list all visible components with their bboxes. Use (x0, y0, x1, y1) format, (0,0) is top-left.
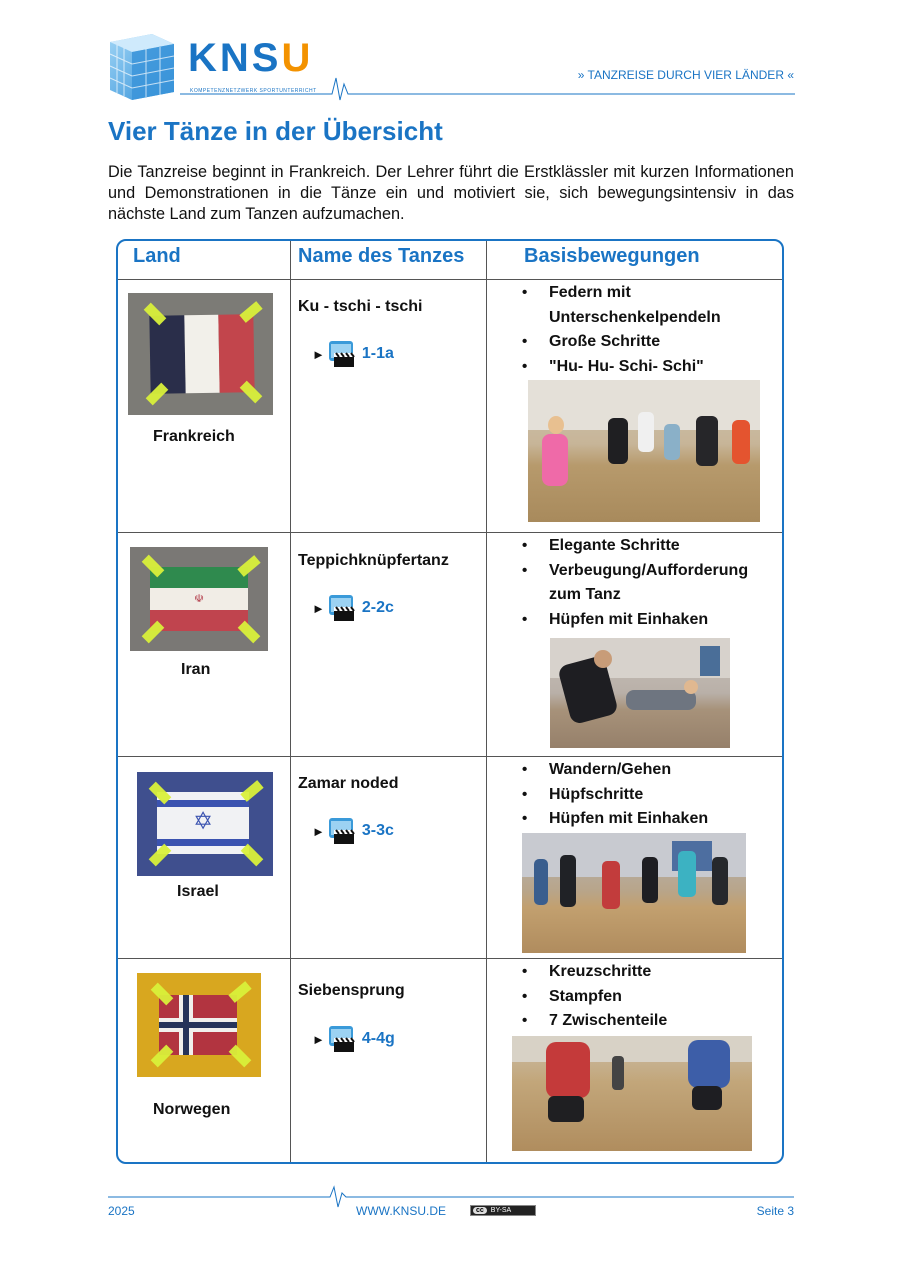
play-arrow-icon: ► (312, 346, 325, 362)
basic-moves-list (520, 960, 782, 1034)
dance-name: Teppichknüpfertanz (298, 552, 449, 569)
row-divider (118, 532, 782, 533)
video-link[interactable] (312, 593, 394, 623)
footer-year: 2025 (108, 1204, 135, 1218)
move-item: • Wandern/Gehen (520, 758, 782, 783)
dance-overview-table (116, 239, 784, 1164)
move-item: • Stampfen (520, 985, 782, 1010)
basic-moves-list (520, 281, 782, 379)
logo-subtitle: KOMPETENZNETZWERK SPORTUNTERRICHT (190, 88, 317, 94)
dance-photo (522, 833, 746, 953)
row-divider (118, 958, 782, 959)
video-link[interactable] (312, 1024, 395, 1054)
video-clapperboard-icon (326, 1024, 356, 1054)
country-name: Israel (177, 883, 219, 900)
dance-name: Zamar noded (298, 775, 399, 792)
basic-moves-list (520, 534, 782, 632)
move-item: • Hüpfen mit Einhaken (520, 807, 782, 832)
country-name: Iran (181, 661, 211, 678)
logo-wordmark: KNSU (188, 36, 314, 80)
document-title: » TANZREISE DURCH VIER LÄNDER « (577, 68, 794, 82)
video-clapperboard-icon (326, 816, 356, 846)
basic-moves-list (520, 758, 782, 832)
flag-photo-israel (137, 772, 273, 876)
move-item: • 7 Zwischenteile (520, 1009, 782, 1034)
video-clapperboard-icon (326, 339, 356, 369)
header-land: Land (133, 245, 181, 267)
intro-paragraph: Die Tanzreise beginnt in Frankreich. Der Lehrer führt die Erstklässler mit kurzen Informationen und Demonstrationen in die Tänze ein und motiviert sie, sich bewegungsintensiv in das nächste Land zum Tanzen aufzumachen. (108, 163, 794, 223)
video-link[interactable] (312, 339, 394, 369)
move-item: • Große Schritte (520, 330, 782, 355)
star-of-david-icon: ✡ (193, 808, 214, 835)
move-item: • Verbeugung/Aufforderung zum Tanz (520, 559, 782, 608)
move-item: • Elegante Schritte (520, 534, 782, 559)
row-divider (118, 279, 782, 280)
cc-license-badge (470, 1205, 536, 1216)
row-divider (118, 756, 782, 757)
video-clapperboard-icon (326, 593, 356, 623)
video-code: 1-1a (361, 345, 394, 362)
footer-divider-line (108, 1185, 794, 1209)
page-title: Vier Tänze in der Übersicht (108, 116, 443, 146)
country-name: Frankreich (153, 428, 235, 445)
play-arrow-icon: ► (312, 600, 325, 616)
column-divider (290, 241, 291, 1162)
flag-photo-iran: ☫ (130, 547, 268, 651)
move-item: • "Hu- Hu- Schi- Schi" (520, 355, 782, 380)
move-item: • Federn mit Unterschenkelpendeln (520, 281, 782, 330)
video-code: 4-4g (361, 1030, 395, 1047)
flag-photo-norway (137, 973, 261, 1077)
dance-photo (550, 638, 730, 748)
move-item: • Hüpfen mit Einhaken (520, 608, 782, 633)
license-label: BY-SA (490, 1207, 512, 1214)
page-number: Seite 3 (756, 1204, 794, 1218)
footer-website-link[interactable]: WWW.KNSU.DE (356, 1204, 446, 1218)
column-divider (486, 241, 487, 1162)
header-basic-moves: Basisbewegungen (524, 245, 700, 267)
dance-photo (528, 380, 760, 522)
flag-photo-france (128, 293, 273, 415)
country-name: Norwegen (153, 1101, 231, 1118)
dance-photo (512, 1036, 752, 1151)
creative-commons-icon: cc (473, 1207, 487, 1214)
video-link[interactable] (312, 816, 394, 846)
logo-cube-icon (106, 30, 178, 102)
video-code: 3-3c (361, 822, 394, 839)
move-item: • Kreuzschritte (520, 960, 782, 985)
play-arrow-icon: ► (312, 823, 325, 839)
play-arrow-icon: ► (312, 1031, 325, 1047)
dance-name: Siebensprung (298, 982, 405, 999)
dance-name: Ku - tschi - tschi (298, 298, 423, 315)
move-item: • Hüpfschritte (520, 783, 782, 808)
header-dance-name: Name des Tanzes (298, 245, 465, 267)
video-code: 2-2c (361, 599, 394, 616)
